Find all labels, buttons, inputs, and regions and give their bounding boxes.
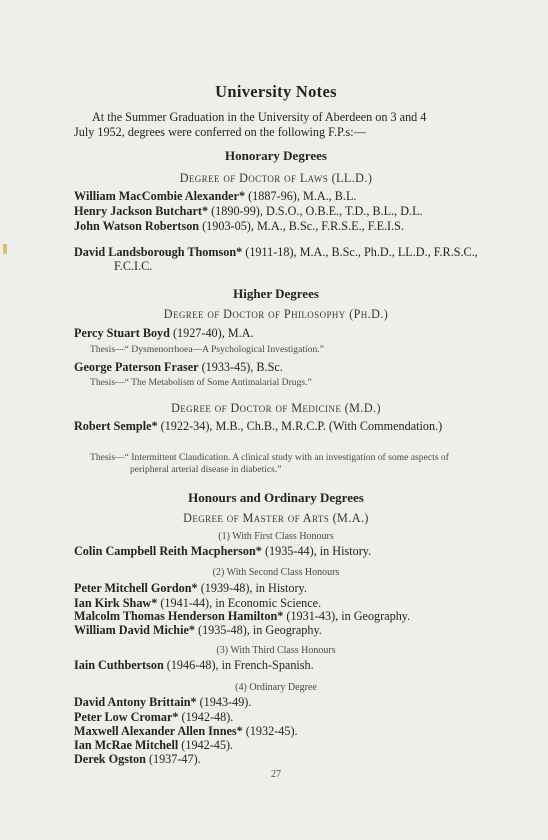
- entry-name: George Paterson Fraser: [74, 360, 199, 374]
- second-class-label: (2) With Second Class Honours: [212, 567, 340, 578]
- entry-detail: (1922-34), M.B., Ch.B., M.R.C.P. (With Commendation.): [157, 419, 443, 433]
- entry-detail: (1932-45).: [242, 724, 298, 738]
- md-entry: [74, 419, 518, 434]
- ma-degree: Degree of Master of Arts (M.A.): [183, 511, 369, 525]
- honorary-heading: Honorary Degrees: [225, 148, 327, 163]
- entry-name: Percy Stuart Boyd: [74, 326, 170, 340]
- entry-name: Iain Cuthbertson: [74, 658, 164, 672]
- entry-name: Maxwell Alexander Allen Innes*: [74, 724, 243, 738]
- ordinary-entry: [74, 695, 478, 709]
- phd-degree: Degree of Doctor of Philosophy (Ph.D.): [163, 307, 389, 321]
- entry-detail: (1887-96), M.A., B.L.: [245, 189, 357, 203]
- ordinary-entry: [74, 710, 478, 724]
- entry-detail: (1935-44), in History.: [261, 544, 372, 558]
- entry-name: Henry Jackson Butchart*: [74, 204, 209, 218]
- thesis-line: Thesis—“ Intermittent Claudication. A clinical study with an investigation of some aspects of peripheral arterial disease in diabetics.”: [90, 452, 449, 475]
- ordinary-entry: [74, 738, 478, 752]
- ordinary-label: (4) Ordinary Degree: [235, 682, 317, 693]
- entry-detail: (1943-49).: [196, 695, 252, 709]
- entry-name: Colin Campbell Reith Macpherson*: [74, 544, 262, 558]
- entry-name: William David Michie*: [74, 623, 195, 637]
- honorary-entry: [74, 219, 518, 233]
- lld-degree: Degree of Doctor of Laws (LL.D.): [179, 171, 373, 185]
- second-class-entry: [74, 596, 478, 610]
- entry-detail: (1946-48), in French-Spanish.: [163, 658, 314, 672]
- entry-name: David Antony Brittain*: [74, 695, 197, 709]
- entry-detail: (1941-44), in Economic Science.: [157, 596, 322, 610]
- entry-name: Malcolm Thomas Henderson Hamilton*: [74, 609, 284, 623]
- entry-name: John Watson Robertson: [74, 219, 200, 233]
- thesis-line: Thesis—“ The Metabolism of Some Antimalarial Drugs.”: [90, 377, 312, 388]
- entry-detail: (1942-45).: [178, 738, 234, 752]
- entry-detail: (1939-48), in History.: [197, 581, 307, 595]
- entry-detail: (1903-05), M.A., B.Sc., F.R.S.E., F.E.I.S.: [199, 219, 404, 233]
- entry-detail: (1933-45), B.Sc.: [198, 360, 283, 374]
- entry-detail: (1935-48), in Geography.: [194, 623, 322, 637]
- md-degree: Degree of Doctor of Medicine (M.D.): [171, 401, 381, 415]
- intro-line-2: July 1952, degrees were conferred on the following F.P.s:—: [74, 125, 366, 139]
- entry-detail: (1942-48).: [178, 710, 234, 724]
- honorary-entry: [74, 245, 518, 273]
- intro-paragraph: [74, 110, 478, 140]
- entry-detail: (1890-99), D.S.O., O.B.E., T.D., B.L., D.L.: [208, 204, 423, 218]
- page-number: 27: [271, 769, 281, 780]
- entry-detail: (1937-47).: [145, 752, 201, 766]
- entry-name: Robert Semple*: [74, 419, 158, 433]
- phd-entry: [74, 326, 478, 340]
- phd-entry: [74, 360, 478, 374]
- honours-heading: Honours and Ordinary Degrees: [188, 490, 364, 505]
- thesis-line: Thesis—“ Dysmenorrhoea—A Psychological Investigation.”: [90, 344, 324, 355]
- second-class-entry: [74, 623, 478, 637]
- entry-name: Peter Low Cromar*: [74, 710, 179, 724]
- entry-detail: (1931-43), in Geography.: [283, 609, 411, 623]
- honorary-entry: [74, 204, 478, 218]
- second-class-entry: [74, 609, 478, 623]
- third-class-label: (3) With Third Class Honours: [216, 645, 336, 656]
- entry-name: Ian McRae Mitchell: [74, 738, 179, 752]
- third-class-entry: [74, 658, 478, 672]
- margin-mark: [3, 244, 7, 254]
- ordinary-entry: [74, 724, 478, 738]
- higher-heading: Higher Degrees: [233, 286, 319, 301]
- entry-name: David Landsborough Thomson*: [74, 245, 243, 259]
- entry-name: Ian Kirk Shaw*: [74, 596, 158, 610]
- page-title: University Notes: [215, 82, 337, 101]
- second-class-entry: [74, 581, 478, 595]
- entry-name: Derek Ogston: [74, 752, 146, 766]
- entry-name: Peter Mitchell Gordon*: [74, 581, 198, 595]
- ordinary-entry: [74, 752, 478, 766]
- first-class-entry: [74, 544, 478, 558]
- entry-detail: (1927-40), M.A.: [169, 326, 254, 340]
- first-class-label: (1) With First Class Honours: [218, 531, 334, 542]
- entry-detail: (1911-18), M.A., B.Sc., Ph.D., LL.D., F.R.S.C., F.C.I.C.: [114, 245, 478, 273]
- entry-name: William MacCombie Alexander*: [74, 189, 246, 203]
- intro-line-1: At the Summer Graduation in the University of Aberdeen on 3 and 4: [92, 110, 427, 124]
- honorary-entry: [74, 189, 478, 203]
